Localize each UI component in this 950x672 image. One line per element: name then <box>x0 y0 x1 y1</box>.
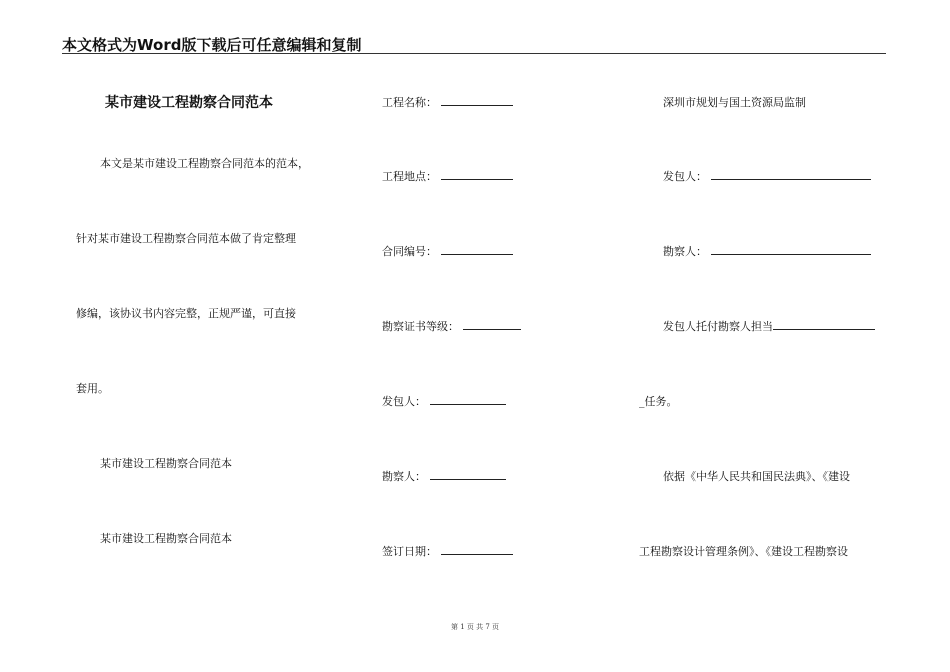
fill-blank <box>441 95 513 106</box>
intro-line-4: 套用。 <box>76 382 109 395</box>
field-project-location <box>382 168 513 184</box>
fill-blank <box>441 169 513 180</box>
fill-blank <box>711 244 871 255</box>
entrust-line <box>663 318 875 334</box>
field-surveyor <box>382 468 506 484</box>
fill-blank <box>430 469 506 480</box>
supervisor-line: 深圳市规划与国土资源局监制 <box>663 96 806 109</box>
field-contract-number <box>382 243 513 259</box>
fill-blank <box>441 244 513 255</box>
page-number: 第 1 页 共 7 页 <box>450 623 500 631</box>
document-header: 本文格式为Word版下载后可任意编辑和复制 <box>62 36 362 54</box>
fill-blank <box>463 319 521 330</box>
field-client <box>382 393 506 409</box>
intro-line-3: 修编，该协议书内容完整，正规严谨，可直接 <box>76 307 296 320</box>
entrust-text: 发包人托付勘察人担当 <box>663 320 773 333</box>
intro-line-2: 针对某市建设工程勘察合同范本做了肯定整理 <box>76 232 296 245</box>
subtitle-line-2: 某市建设工程勘察合同范本 <box>100 532 232 545</box>
fill-blank <box>430 394 506 405</box>
field-label: 勘察人： <box>382 470 426 483</box>
field-project-name <box>382 94 513 110</box>
basis-line-1: 依据《中华人民共和国民法典》、《建设 <box>663 470 850 483</box>
col3-client-field <box>663 168 871 184</box>
intro-line-1: 本文是某市建设工程勘察合同范本的范本， <box>100 157 309 170</box>
field-sign-date <box>382 543 513 559</box>
col3-surveyor-field <box>663 243 871 259</box>
header-divider <box>62 53 886 54</box>
field-label: 工程名称： <box>382 96 437 109</box>
task-line: _任务。 <box>639 395 678 408</box>
field-label: 勘察人： <box>663 245 707 258</box>
field-label: 签订日期： <box>382 545 437 558</box>
subtitle-line-1: 某市建设工程勘察合同范本 <box>100 457 232 470</box>
field-label: 勘察证书等级： <box>382 320 459 333</box>
basis-line-2: 工程勘察设计管理条例》、《建设工程勘察设 <box>639 545 848 558</box>
fill-blank <box>711 169 871 180</box>
document-title: 某市建设工程勘察合同范本 <box>105 95 273 111</box>
field-label: 发包人： <box>663 170 707 183</box>
field-label: 工程地点： <box>382 170 437 183</box>
field-label: 合同编号： <box>382 245 437 258</box>
field-label: 发包人： <box>382 395 426 408</box>
field-certificate-level <box>382 318 521 334</box>
fill-blank <box>441 544 513 555</box>
fill-blank <box>773 319 875 330</box>
